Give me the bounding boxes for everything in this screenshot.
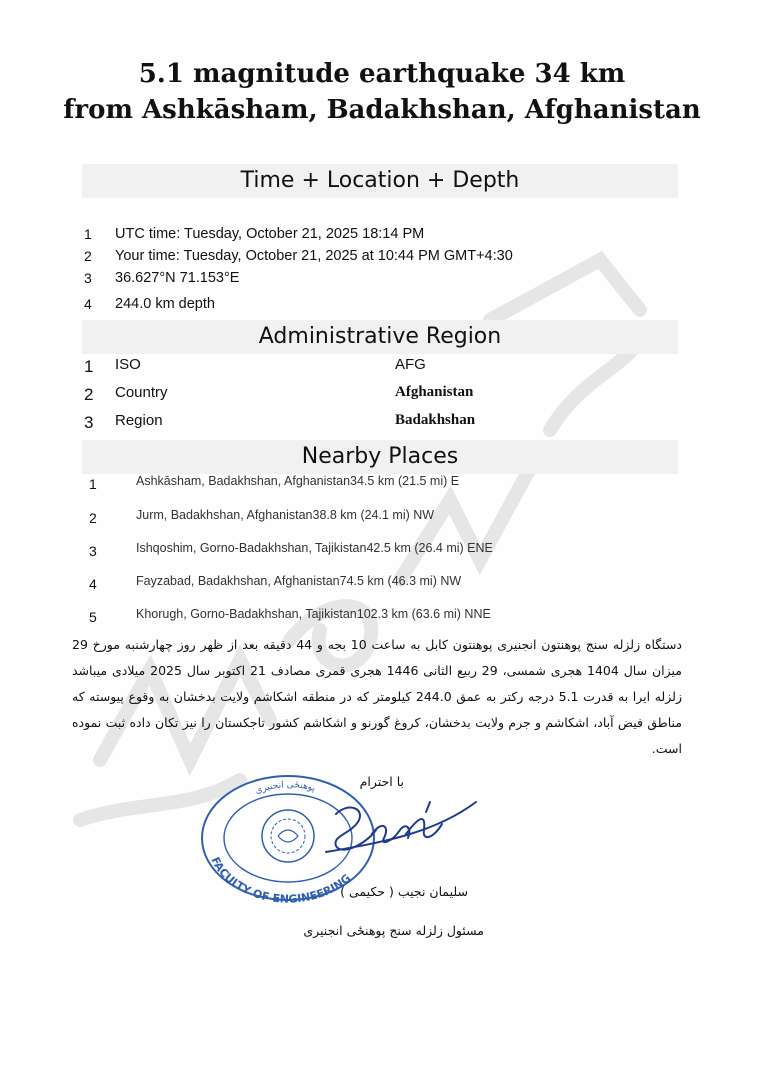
depth: 244.0 km depth: [115, 296, 215, 312]
time-item-number: 2: [84, 248, 92, 264]
coordinates: 36.627°N 71.153°E: [115, 270, 240, 286]
document-title-line-2: from Ashkāsham, Badakhshan, Afghanistan: [63, 95, 701, 125]
stamp-text-top: پوهنځی انجنیری: [253, 780, 317, 797]
admin-value-country: Afghanistan: [395, 384, 474, 400]
document-title-line-1: 5.1 magnitude earthquake 34 km: [138, 59, 626, 89]
nearby-place: Ashkāsham, Badakhshan, Afghanistan34.5 km (21.5 mi) E: [136, 474, 460, 488]
place-number: 3: [89, 543, 97, 559]
admin-label-country: Country: [115, 384, 168, 401]
signature: [326, 802, 476, 852]
admin-row-number: 3: [84, 413, 94, 432]
section-heading-nearby: Nearby Places: [301, 444, 459, 469]
admin-label-region: Region: [115, 412, 163, 429]
closing-regards: با احترام: [359, 774, 404, 789]
admin-row-number: 1: [84, 357, 94, 376]
place-number: 2: [89, 510, 97, 526]
nearby-place: Jurm, Badakhshan, Afghanistan38.8 km (24.1 mi) NW: [136, 508, 435, 522]
nearby-place: Khorugh, Gorno-Badakhshan, Tajikistan102.3 km (63.6 mi) NNE: [136, 607, 491, 621]
signer-name: سلیمان نجیب ( حکیمی ): [340, 884, 468, 899]
section-heading-admin-region: Administrative Region: [258, 324, 502, 349]
stamp-text-bottom: FACULTY OF ENGINEERING: [208, 855, 354, 906]
admin-value-iso: AFG: [395, 356, 426, 373]
admin-value-region: Badakhshan: [395, 412, 476, 428]
signer-position: مسئول زلزله سنج پوهنځی انجنیری: [303, 923, 484, 938]
time-item-number: 4: [84, 296, 92, 312]
nearby-place: Fayzabad, Badakhshan, Afghanistan74.5 km (46.3 mi) NW: [136, 574, 462, 588]
local-time: Your time: Tuesday, October 21, 2025 at 10:44 PM GMT+4:30: [115, 248, 513, 264]
admin-row-number: 2: [84, 385, 94, 404]
utc-time: UTC time: Tuesday, October 21, 2025 18:14 PM: [115, 226, 425, 242]
place-number: 1: [89, 476, 97, 492]
place-number: 5: [89, 609, 97, 625]
time-item-number: 1: [84, 226, 92, 242]
persian-report-paragraph: دستگاه زلزله سنج پوهنتون انجنیری پوهنتون کابل به ساعت 10 بجه و 44 دقیقه بعد از ظهر روز چهارشنبه مورخ 29 میزان سال 1404 هجری شمسی، 29 ربیع الثانی 1446 هجری قمری مصادف 21 اکتوبر سال 2025 میلادی میباشد زلزله ایرا به قدرت 5.1 درجه رکتر به عمق 244.0 کیلومتر که در منطقه اشکاشم ولایت بدخشان به وقوع پیوسته که مناطق فیض آباد، اشکاشم و جرم ولایت بدخشان، کروغ گورنو و اشکاشم کشور تاجکستان را نیز تکان داده ثبت نموده است.: [72, 637, 682, 756]
nearby-place: Ishqoshim, Gorno-Badakhshan, Tajikistan42.5 km (26.4 mi) ENE: [136, 541, 493, 555]
admin-label-iso: ISO: [115, 356, 141, 373]
place-number: 4: [89, 576, 97, 592]
time-item-number: 3: [84, 270, 92, 286]
section-heading-time-location: Time + Location + Depth: [240, 168, 520, 193]
